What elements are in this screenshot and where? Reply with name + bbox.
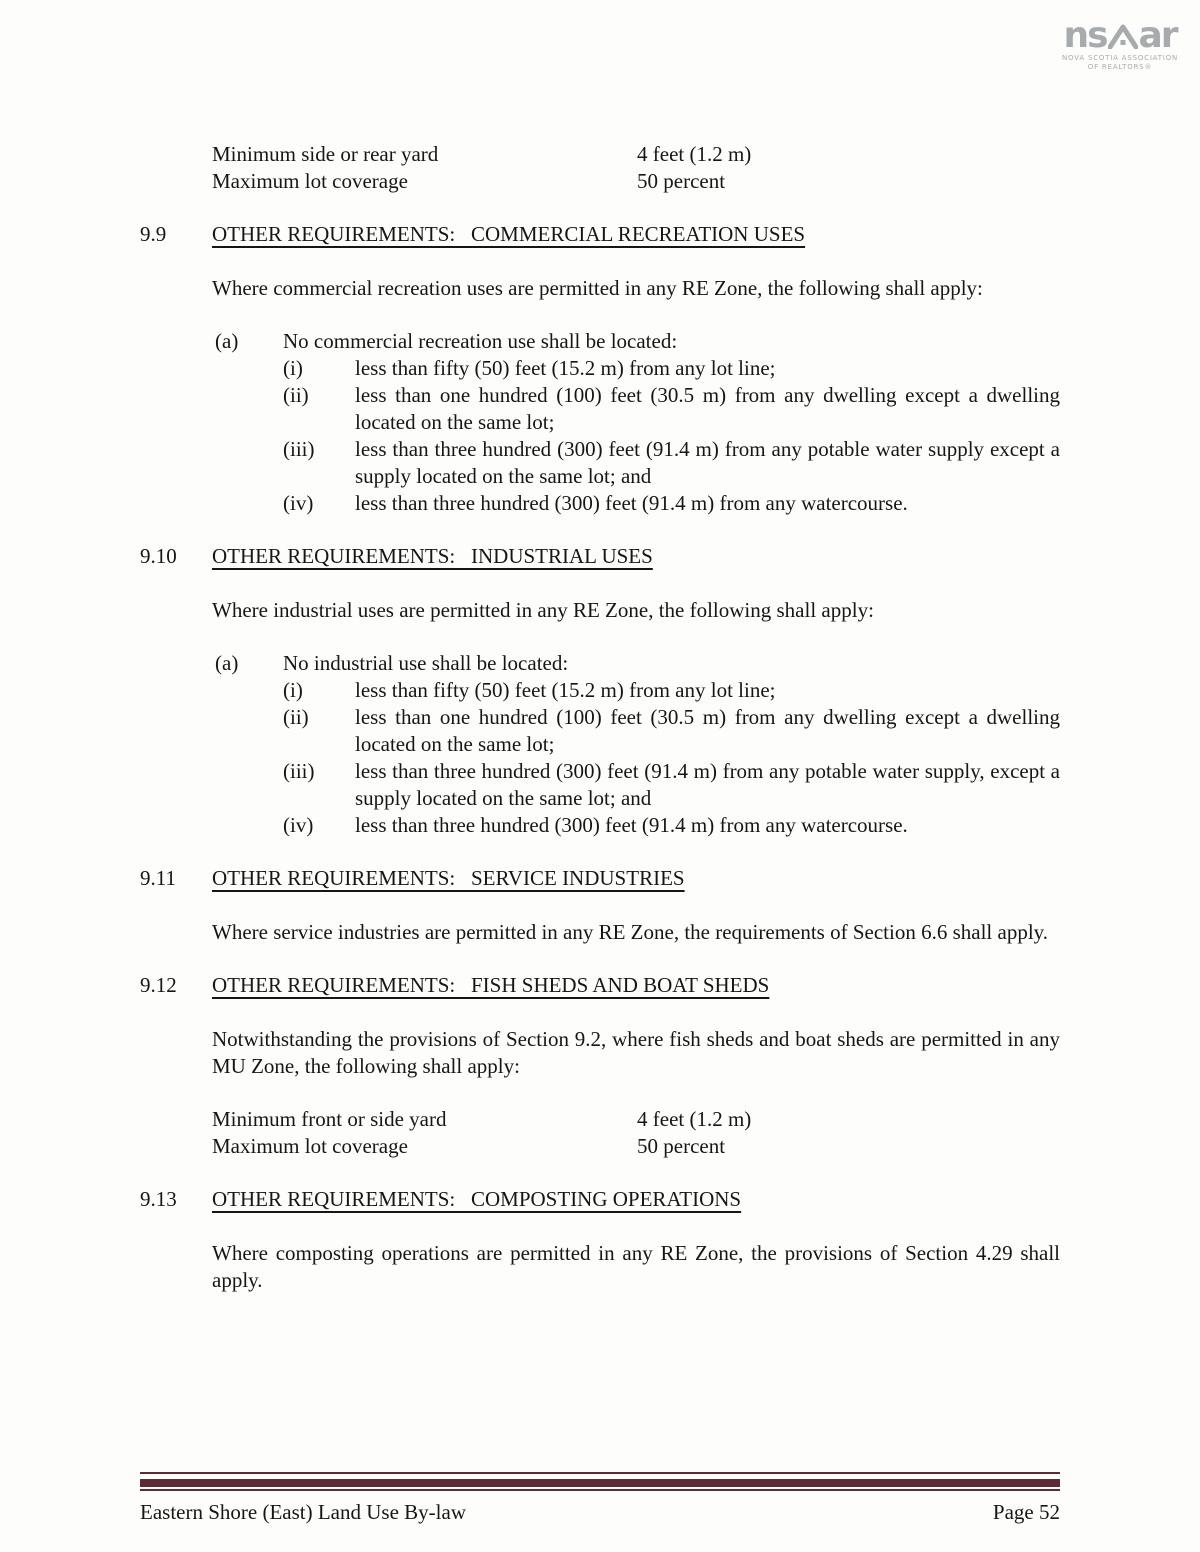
subclause-label: (iii) (283, 759, 315, 783)
footer-page-number: Page 52 (992, 1500, 1060, 1524)
section-9-10 (140, 543, 1060, 839)
clause-label: (a) (215, 651, 239, 675)
subclause-label: (iii) (283, 437, 315, 461)
subclause-label: (i) (283, 678, 303, 702)
spec-value: 50 percent (637, 169, 726, 193)
section-heading-row (140, 221, 1060, 248)
subclause-label: (ii) (283, 383, 309, 407)
spec-row (212, 168, 1060, 195)
subclause-ii (283, 704, 1060, 758)
nsar-logo (1060, 15, 1180, 72)
subclause-ii (283, 382, 1060, 436)
section-9-12 (140, 972, 1060, 1160)
subclause-label: (ii) (283, 705, 309, 729)
subclause-label: (iv) (283, 813, 314, 837)
footer-rule (140, 1472, 1060, 1491)
subclause-list (283, 677, 1060, 839)
yard-spec-table (212, 141, 1060, 195)
yard-spec-table (212, 1106, 1060, 1160)
footer-text-row (140, 1499, 1060, 1526)
nsar-tagline-line2: OF REALTORS® (1087, 63, 1153, 71)
subclause-iv (283, 812, 1060, 839)
spec-row (212, 141, 1060, 168)
section-heading-row (140, 1186, 1060, 1213)
nsar-logo-ar: ar (1138, 15, 1177, 57)
section-number: 9.9 (140, 222, 167, 246)
spec-label: Minimum side or rear yard (212, 142, 439, 166)
footer-rule-thick-bar (140, 1479, 1060, 1487)
clause-row (215, 650, 1060, 677)
clause-text: No commercial recreation use shall be located: (283, 329, 678, 353)
subclause-text: less than one hundred (100) feet (30.5 m) from any dwelling except a dwelling located on the same lot; (355, 383, 1060, 434)
subclause-label: (i) (283, 356, 303, 380)
section-intro: Where service industries are permitted in any RE Zone, the requirements of Section 6.6 shall apply. (212, 920, 1049, 944)
section-title: OTHER REQUIREMENTS: INDUSTRIAL USES (212, 544, 653, 568)
section-intro: Where composting operations are permitted in any RE Zone, the provisions of Section 4.29 shall apply. (212, 1241, 1060, 1292)
section-9-9 (140, 221, 1060, 517)
spec-row (212, 1133, 1060, 1160)
page-content (140, 141, 1060, 1294)
clause-row (215, 328, 1060, 355)
footer-rule-bottom-line (140, 1489, 1060, 1491)
section-title: OTHER REQUIREMENTS: COMPOSTING OPERATIONS (212, 1187, 742, 1211)
clause-a (212, 328, 1060, 517)
spec-value: 50 percent (637, 1134, 726, 1158)
spec-label: Minimum front or side yard (212, 1107, 447, 1131)
subclause-text: less than three hundred (300) feet (91.4 m) from any watercourse. (355, 813, 908, 837)
subclause-label: (iv) (283, 491, 314, 515)
clause-text: No industrial use shall be located: (283, 651, 569, 675)
nsar-logo-ns: ns (1063, 15, 1107, 57)
subclause-i (283, 677, 1060, 704)
spec-label: Maximum lot coverage (212, 1134, 408, 1158)
section-heading-row (140, 972, 1060, 999)
section-intro: Notwithstanding the provisions of Section 9.2, where fish sheds and boat sheds are permitted in any MU Zone, the following shall apply: (212, 1027, 1060, 1078)
section-body (212, 1026, 1060, 1160)
section-number: 9.13 (140, 1187, 177, 1211)
subclause-text: less than fifty (50) feet (15.2 m) from any lot line; (355, 356, 776, 380)
page-footer (140, 1472, 1060, 1526)
subclause-iii (283, 758, 1060, 812)
nsar-tagline-line1: NOVA SCOTIA ASSOCIATION (1061, 54, 1179, 62)
spec-value: 4 feet (1.2 m) (637, 1107, 752, 1131)
spec-value: 4 feet (1.2 m) (637, 142, 752, 166)
spec-row (212, 1106, 1060, 1133)
section-number: 9.11 (140, 866, 176, 890)
footer-document-title: Eastern Shore (East) Land Use By-law (140, 1500, 466, 1524)
subclause-i (283, 355, 1060, 382)
subclause-text: less than one hundred (100) feet (30.5 m) from any dwelling except a dwelling located on the same lot; (355, 705, 1060, 756)
section-9-13 (140, 1186, 1060, 1294)
section-intro: Where industrial uses are permitted in any RE Zone, the following shall apply: (212, 598, 874, 622)
section-body (212, 919, 1060, 946)
subclause-iii (283, 436, 1060, 490)
subclause-text: less than fifty (50) feet (15.2 m) from any lot line; (355, 678, 776, 702)
spec-label: Maximum lot coverage (212, 169, 408, 193)
section-body (212, 597, 1060, 839)
nsar-logo-wordmark (1060, 15, 1180, 57)
section-title: OTHER REQUIREMENTS: COMMERCIAL RECREATION USES (212, 222, 806, 246)
subclause-list (283, 355, 1060, 517)
section-number: 9.10 (140, 544, 177, 568)
clause-a (212, 650, 1060, 839)
clause-label: (a) (215, 329, 239, 353)
section-number: 9.12 (140, 973, 177, 997)
subclause-iv (283, 490, 1060, 517)
subclause-text: less than three hundred (300) feet (91.4 m) from any watercourse. (355, 491, 908, 515)
section-intro: Where commercial recreation uses are permitted in any RE Zone, the following shall apply: (212, 276, 983, 300)
house-roof-icon (1108, 22, 1138, 49)
section-body (212, 1240, 1060, 1294)
subclause-text: less than three hundred (300) feet (91.4 m) from any potable water supply except a supply located on the same lot; and (355, 437, 1060, 488)
section-heading-row (140, 865, 1060, 892)
section-body (212, 275, 1060, 517)
section-title: OTHER REQUIREMENTS: FISH SHEDS AND BOAT SHEDS (212, 973, 770, 997)
subclause-text: less than three hundred (300) feet (91.4 m) from any potable water supply, except a supply located on the same lot; and (355, 759, 1060, 810)
section-title: OTHER REQUIREMENTS: SERVICE INDUSTRIES (212, 866, 685, 890)
section-heading-row (140, 543, 1060, 570)
section-9-11 (140, 865, 1060, 946)
